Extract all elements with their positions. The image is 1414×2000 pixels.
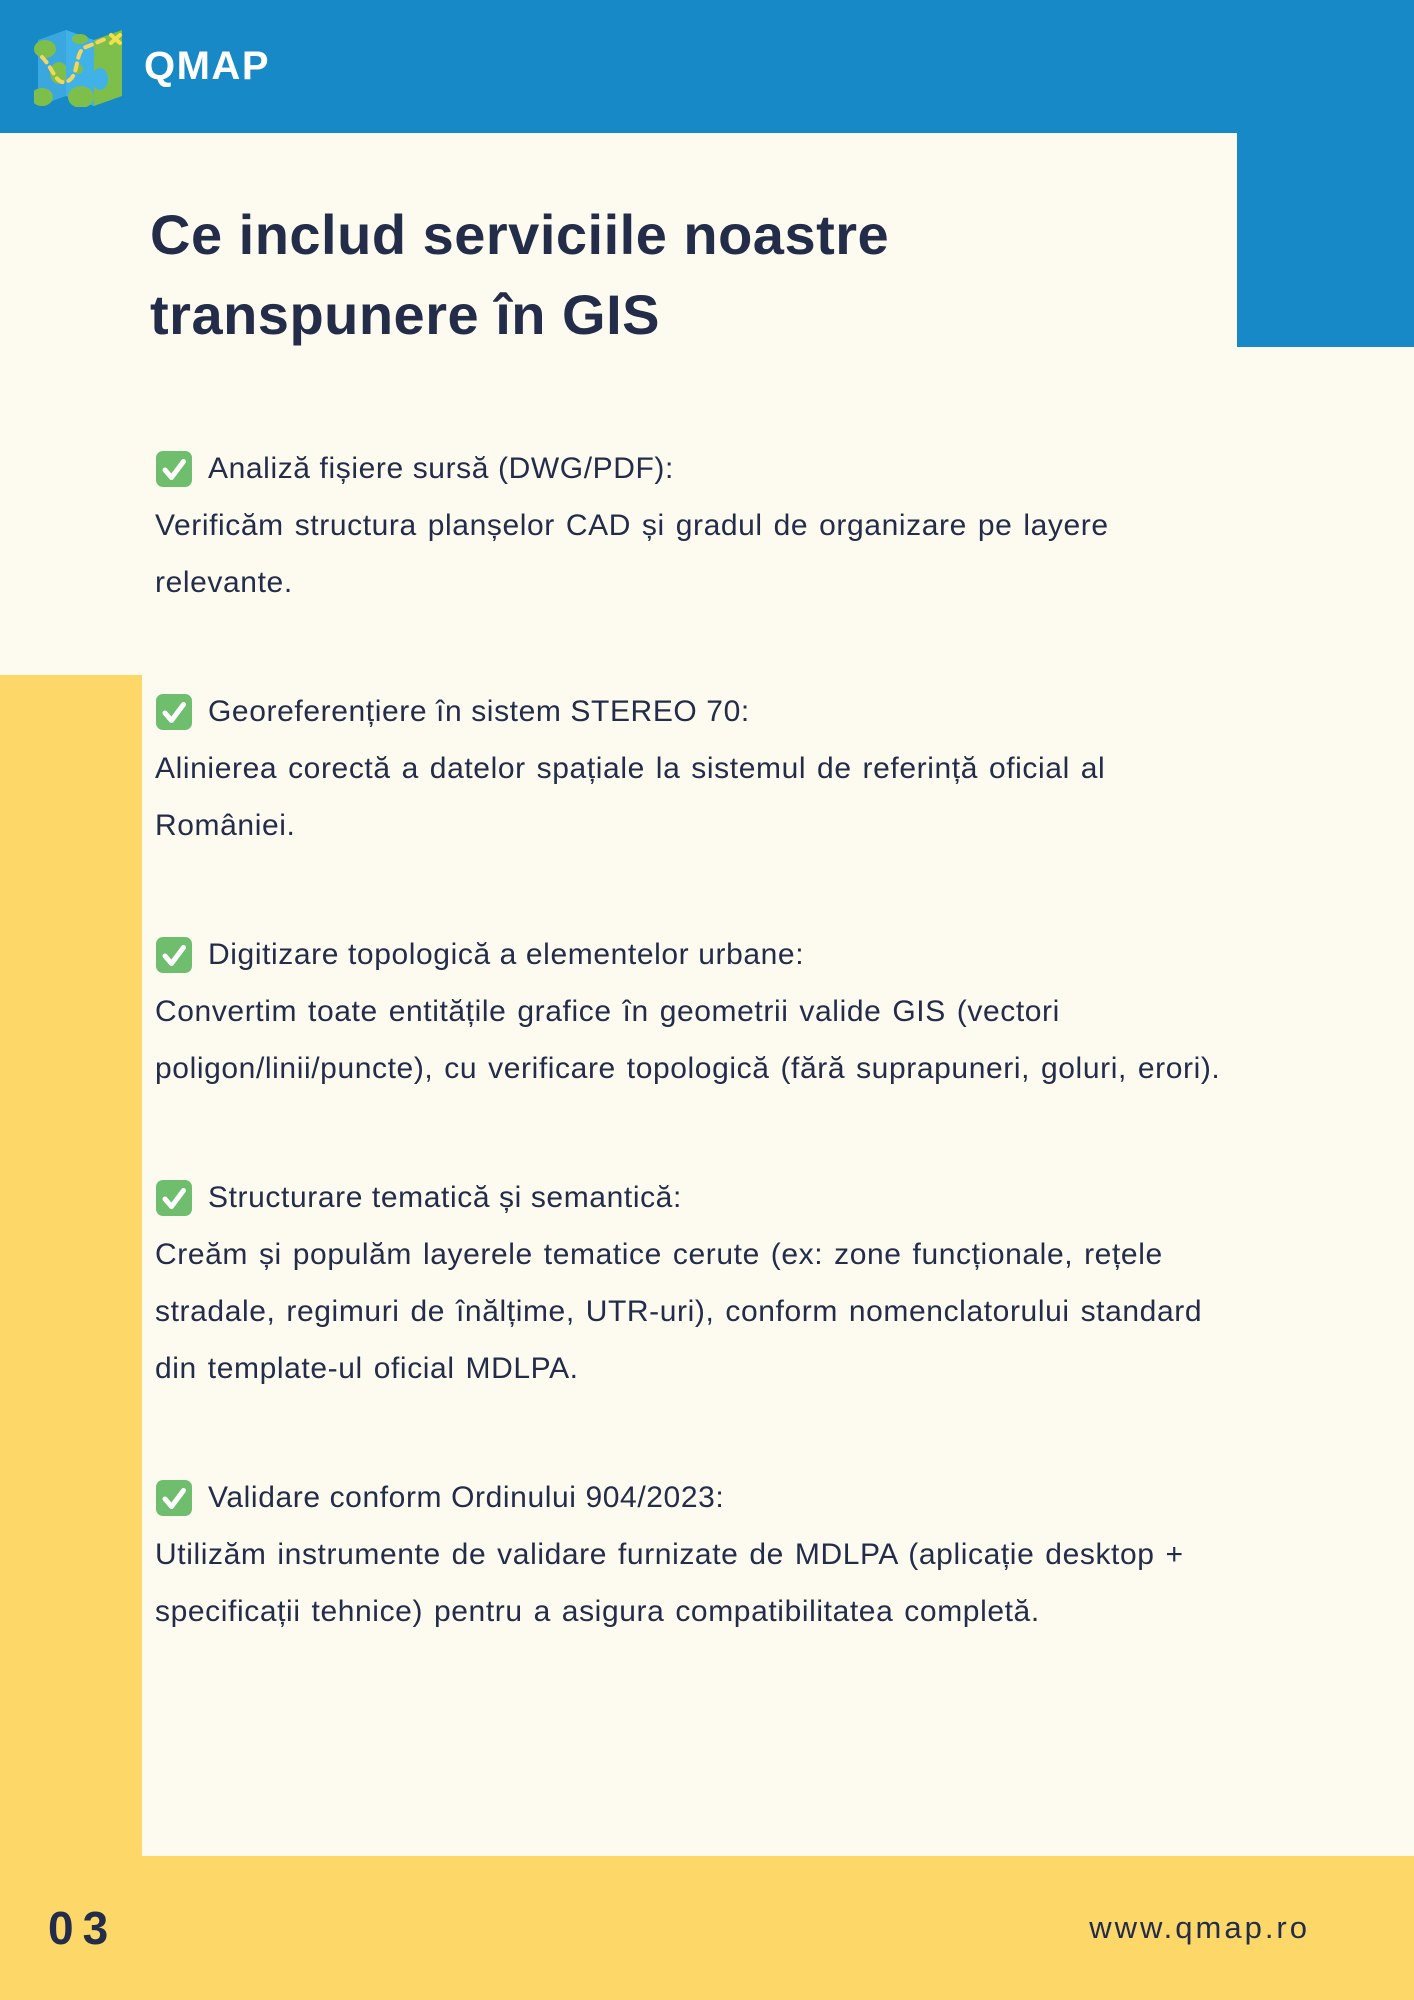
checklist-item — [155, 683, 1240, 854]
item-body-text: Utilizăm instrumente de validare furnizate de MDLPA (aplicație desktop + specificații tehnice) pentru a asigura compatibilitatea completă. — [155, 1538, 1184, 1628]
page-number: 03 — [48, 1902, 118, 1954]
page-title — [150, 195, 889, 355]
footer-bar — [0, 1856, 1414, 2000]
item-body-text: Creăm și populăm layerele tematice cerute (ex: zone funcționale, rețele stradale, regimuri de înălțime, UTR-uri), conform nomenclatorului standard din template-ul oficial MDLPA. — [155, 1238, 1203, 1385]
check-icon — [155, 936, 193, 974]
item-heading-text: Structurare tematică și semantică: — [208, 1181, 682, 1214]
brand-logo — [34, 27, 270, 107]
website-link[interactable]: www.qmap.ro — [1089, 1910, 1310, 1945]
page-title-line2: transpunere în GIS — [150, 283, 660, 346]
folded-map-icon — [34, 27, 126, 107]
check-icon — [155, 1479, 193, 1517]
checklist-item — [155, 1169, 1240, 1397]
decorative-yellow-column — [0, 675, 142, 2000]
page-title-line1: Ce includ serviciile noastre — [150, 203, 890, 266]
check-icon — [155, 450, 193, 488]
item-body-text: Alinierea corectă a datelor spațiale la sistemul de referință oficial al României. — [155, 752, 1106, 842]
check-icon — [155, 1179, 193, 1217]
item-body-text: Verificăm structura planșelor CAD și gradul de organizare pe layere relevante. — [155, 509, 1109, 599]
item-heading-text: Georeferențiere în sistem STEREO 70: — [208, 695, 750, 728]
checklist-item — [155, 926, 1240, 1097]
item-body-text: Convertim toate entitățile grafice în geometrii valide GIS (vectori poligon/linii/puncte), cu verificare topologică (fără suprapuneri, goluri, erori). — [155, 995, 1221, 1085]
item-heading-text: Digitizare topologică a elementelor urbane: — [208, 938, 805, 971]
checklist — [155, 440, 1240, 1712]
item-heading-text: Analiză fișiere sursă (DWG/PDF): — [208, 452, 674, 485]
header-bar — [0, 0, 1414, 133]
brand-name: QMAP — [144, 44, 270, 88]
item-heading-text: Validare conform Ordinului 904/2023: — [208, 1481, 725, 1514]
checklist-item — [155, 440, 1240, 611]
check-icon — [155, 693, 193, 731]
checklist-item — [155, 1469, 1240, 1640]
